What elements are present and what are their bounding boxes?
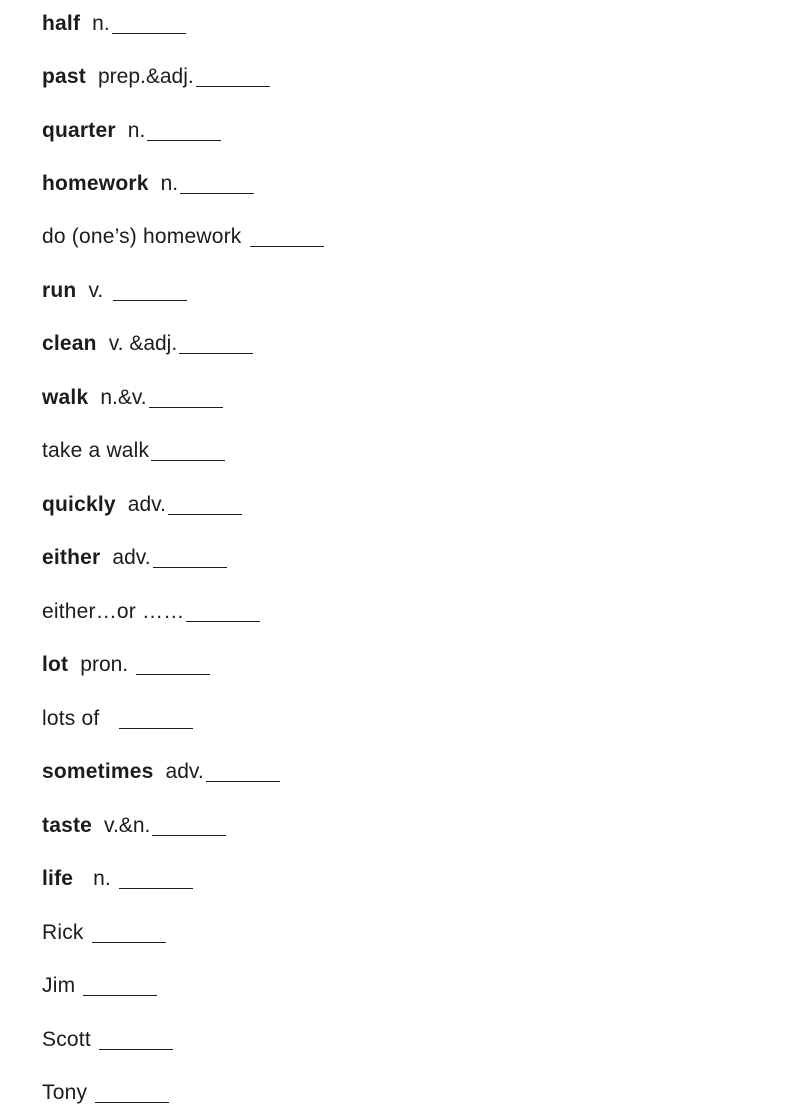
vocab-row-do-homework xyxy=(42,213,324,249)
vocab-row-half xyxy=(42,0,186,36)
answer-blank[interactable] xyxy=(119,710,193,729)
part-of-speech: v. xyxy=(88,279,104,302)
vocab-term: past xyxy=(42,65,86,88)
vocab-row-quarter xyxy=(42,107,221,143)
answer-blank[interactable] xyxy=(95,1084,169,1103)
vocab-row-take-a-walk xyxy=(42,427,225,463)
part-of-speech: n. xyxy=(93,867,111,890)
part-of-speech: prep.&adj. xyxy=(97,65,194,88)
part-of-speech: adv. xyxy=(112,546,151,569)
part-of-speech: adv. xyxy=(165,760,204,783)
vocab-name: Rick xyxy=(42,921,84,944)
vocab-row-run xyxy=(42,267,187,303)
vocab-row-tony xyxy=(42,1069,169,1105)
vocab-row-lot xyxy=(42,641,210,677)
vocab-row-quickly xyxy=(42,481,242,517)
vocab-term: either xyxy=(42,546,101,569)
part-of-speech: n. xyxy=(92,12,110,35)
part-of-speech: v. &adj. xyxy=(108,332,178,355)
answer-blank[interactable] xyxy=(250,228,324,247)
vocab-phrase: do (one’s) homework xyxy=(42,225,242,248)
answer-blank[interactable] xyxy=(152,817,226,836)
vocab-name: Tony xyxy=(42,1081,88,1104)
vocab-row-lots-of xyxy=(42,695,193,731)
answer-blank[interactable] xyxy=(196,68,270,87)
part-of-speech: v.&n. xyxy=(104,814,151,837)
vocab-row-life xyxy=(42,855,193,891)
vocab-term: half xyxy=(42,12,81,35)
vocab-term: taste xyxy=(42,814,93,837)
part-of-speech: n. xyxy=(127,119,146,142)
answer-blank[interactable] xyxy=(153,549,227,568)
answer-blank[interactable] xyxy=(99,1031,173,1050)
vocab-term: homework xyxy=(42,172,149,195)
vocab-phrase: take a walk xyxy=(42,439,150,462)
vocab-row-scott xyxy=(42,1016,173,1052)
vocab-name: Jim xyxy=(42,974,76,997)
vocab-row-rick xyxy=(42,909,166,945)
answer-blank[interactable] xyxy=(113,282,187,301)
vocab-row-homework xyxy=(42,160,254,196)
answer-blank[interactable] xyxy=(92,924,166,943)
answer-blank[interactable] xyxy=(147,122,221,141)
answer-blank[interactable] xyxy=(151,442,225,461)
answer-blank[interactable] xyxy=(83,977,157,996)
vocab-row-walk xyxy=(42,374,223,410)
vocab-term: sometimes xyxy=(42,760,154,783)
vocab-row-jim xyxy=(42,962,157,998)
vocab-term: clean xyxy=(42,332,97,355)
answer-blank[interactable] xyxy=(136,656,210,675)
vocab-term: walk xyxy=(42,386,89,409)
answer-blank[interactable] xyxy=(179,335,253,354)
answer-blank[interactable] xyxy=(149,389,223,408)
part-of-speech: n.&v. xyxy=(100,386,147,409)
answer-blank[interactable] xyxy=(186,603,260,622)
vocab-term: lot xyxy=(42,653,69,676)
answer-blank[interactable] xyxy=(206,763,280,782)
answer-blank[interactable] xyxy=(168,496,242,515)
vocab-term: life xyxy=(42,867,74,890)
vocab-row-past xyxy=(42,53,270,89)
part-of-speech: n. xyxy=(160,172,179,195)
vocab-row-clean xyxy=(42,320,253,356)
part-of-speech: pron. xyxy=(80,653,129,676)
vocab-phrase: lots of xyxy=(42,707,100,730)
vocab-term: run xyxy=(42,279,77,302)
vocab-term: quickly xyxy=(42,493,116,516)
vocab-row-taste xyxy=(42,802,226,838)
vocab-phrase: either…or …… xyxy=(42,600,185,623)
vocab-row-sometimes xyxy=(42,748,280,784)
answer-blank[interactable] xyxy=(112,15,186,34)
answer-blank[interactable] xyxy=(119,870,193,889)
answer-blank[interactable] xyxy=(180,175,254,194)
vocab-term: quarter xyxy=(42,119,116,142)
part-of-speech: adv. xyxy=(127,493,166,516)
vocab-row-either-or xyxy=(42,588,260,624)
vocab-name: Scott xyxy=(42,1028,91,1051)
vocab-row-either xyxy=(42,534,227,570)
